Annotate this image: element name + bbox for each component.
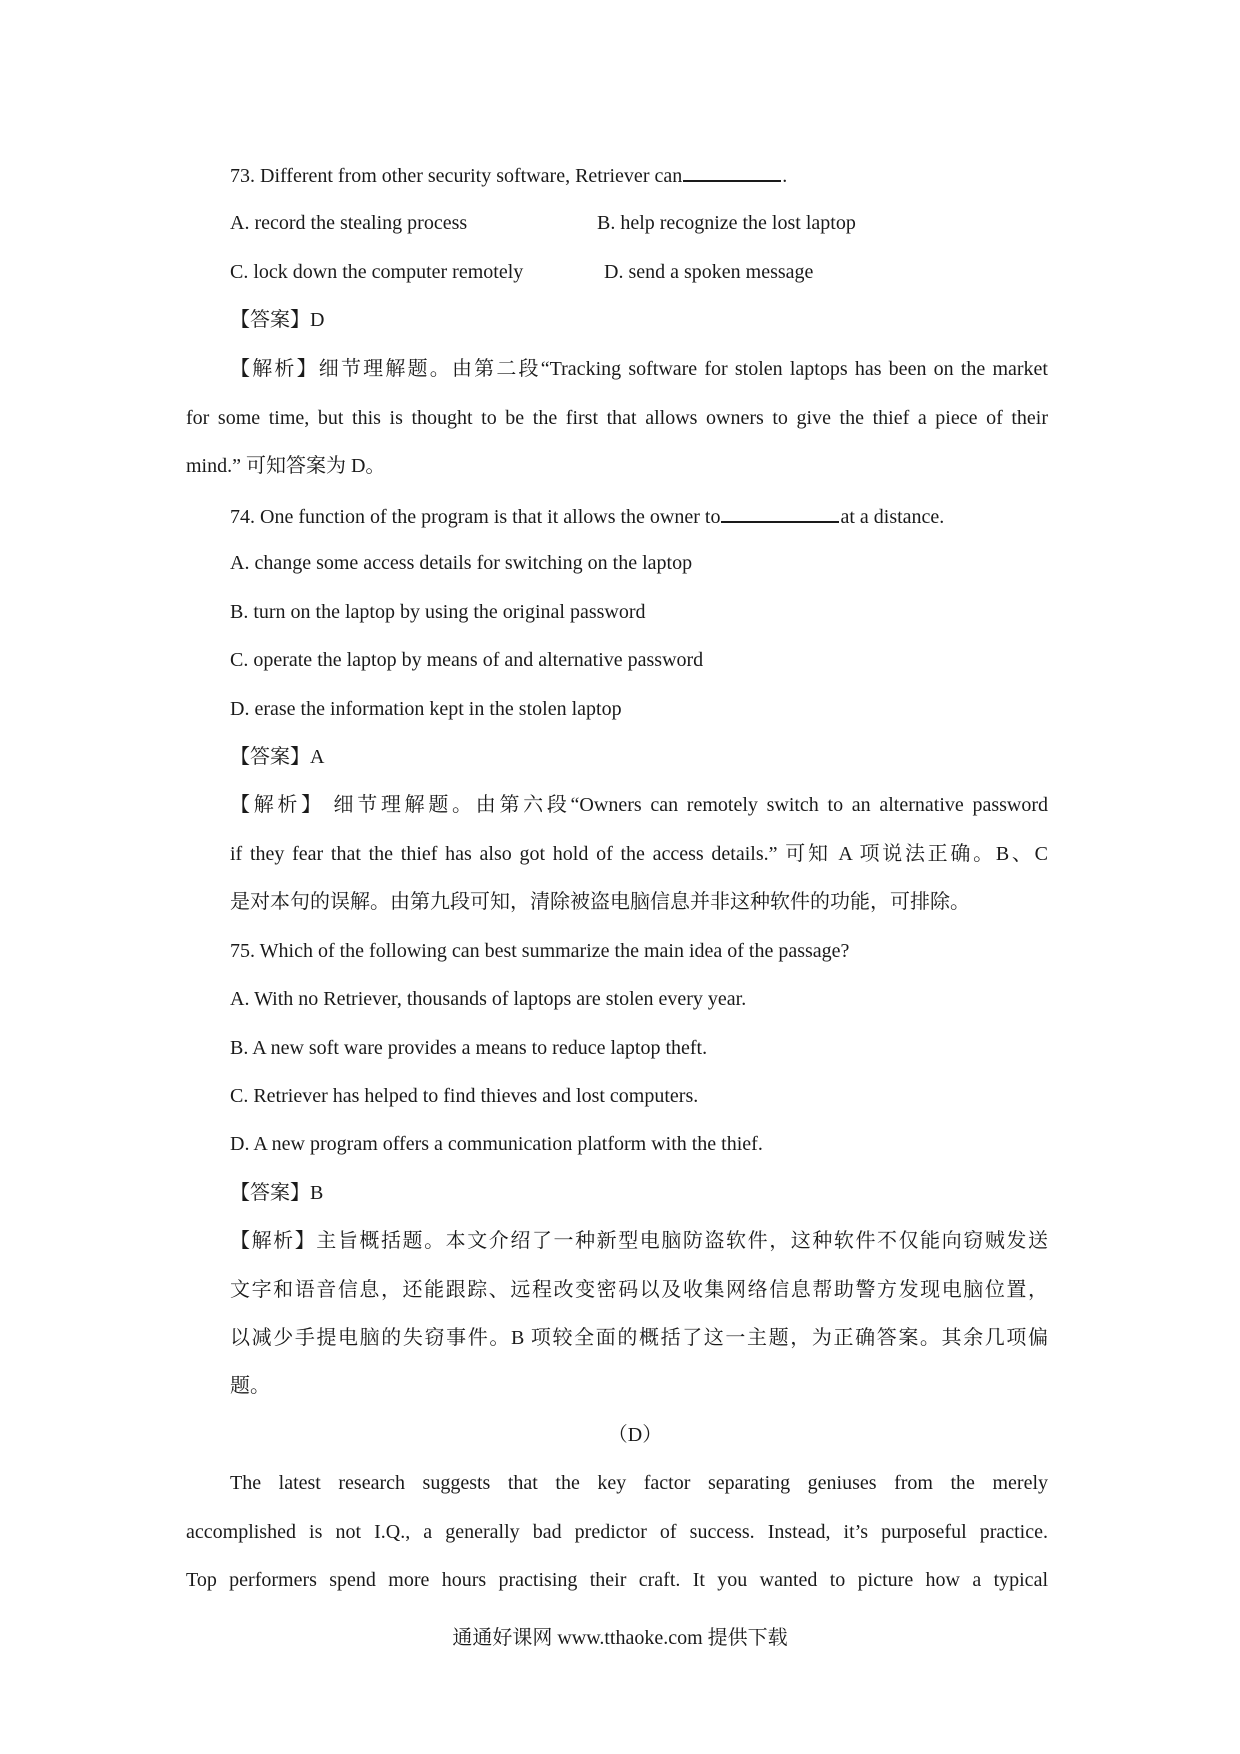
q74-answer: 【答案】A	[230, 746, 325, 768]
section-label: （D）	[607, 1424, 663, 1446]
q73-option-c: C. lock down the computer remotely	[230, 261, 524, 283]
answer-blank	[721, 501, 839, 523]
q74-option-d: D. erase the information kept in the stolen laptop	[230, 698, 622, 720]
passage-line: The latest research suggests that the key factor separating geniuses from the merely	[230, 1472, 1048, 1494]
q75-explanation-line: 以减少手提电脑的失窃事件。B 项较全面的概括了这一主题，为正确答案。其余几项偏	[230, 1327, 1048, 1349]
q75-option-b: B. A new soft ware provides a means to reduce laptop theft.	[230, 1037, 708, 1059]
q74-stem: 74. One function of the program is that it allows the owner to at a distance.	[230, 501, 944, 531]
q73-option-d: D. send a spoken message	[604, 261, 814, 283]
q73-option-b: B. help recognize the lost laptop	[597, 212, 856, 234]
q74-option-c: C. operate the laptop by means of and alternative password	[230, 649, 704, 671]
q73-explanation-line: mind.” 可知答案为 D。	[186, 455, 386, 477]
q74-option-a: A. change some access details for switching on the laptop	[230, 552, 693, 574]
q73-explanation-line: for some time, but this is thought to be the first that allows owners to give the thief a piece of their	[186, 407, 1048, 429]
q74-explanation-line: 是对本句的误解。由第九段可知，清除被盗电脑信息并非这种软件的功能，可排除。	[230, 891, 970, 913]
q75-stem: 75. Which of the following can best summarize the main idea of the passage?	[230, 940, 850, 962]
q75-option-a: A. With no Retriever, thousands of laptops are stolen every year.	[230, 988, 747, 1010]
q75-explanation-line: 【解析】主旨概括题。本文介绍了一种新型电脑防盗软件，这种软件不仅能向窃贼发送	[230, 1230, 1048, 1252]
q75-option-d: D. A new program offers a communication platform with the thief.	[230, 1133, 763, 1155]
answer-blank	[683, 160, 781, 182]
q74-option-b: B. turn on the laptop by using the original password	[230, 601, 646, 623]
q73-explanation-line: 【解析】细节理解题。由第二段“Tracking software for stolen laptops has been on the market	[230, 358, 1048, 380]
page-footer: 通通好课网 www.tthaoke.com 提供下载	[452, 1627, 788, 1649]
q74-explanation-line: if they fear that the thief has also got hold of the access details.” 可知 A 项说法正确。B、C	[230, 843, 1048, 865]
q74-explanation-line: 【解析】 细节理解题。由第六段“Owners can remotely switch to an alternative password	[230, 794, 1048, 816]
q73-answer: 【答案】D	[230, 309, 325, 331]
q75-answer: 【答案】B	[230, 1182, 324, 1204]
passage-line: accomplished is not I.Q., a generally bad predictor of success. Instead, it’s purposeful practice.	[186, 1521, 1048, 1543]
q75-explanation-line: 文字和语音信息，还能跟踪、远程改变密码以及收集网络信息帮助警方发现电脑位置，	[230, 1279, 1048, 1301]
passage-line: Top performers spend more hours practising their craft. It you wanted to picture how a typical	[186, 1569, 1048, 1591]
q75-explanation-line: 题。	[230, 1375, 270, 1397]
q73-option-a: A. record the stealing process	[230, 212, 468, 234]
q73-stem: 73. Different from other security software, Retriever can .	[230, 160, 787, 190]
q75-option-c: C. Retriever has helped to find thieves and lost computers.	[230, 1085, 699, 1107]
